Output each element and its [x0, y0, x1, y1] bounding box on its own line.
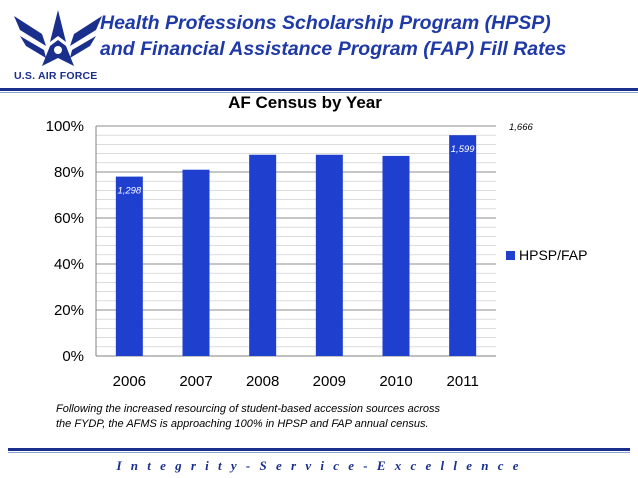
legend-swatch [506, 251, 515, 260]
bar-2008 [249, 155, 276, 356]
caption-line-2: the FYDP, the AFMS is approaching 100% in HPSP and FAP annual census. [56, 418, 429, 430]
x-tick-label: 2006 [112, 373, 147, 388]
slide-title [100, 10, 630, 62]
bar-2011 [449, 135, 476, 356]
title-line-2: and Financial Assistance Program (FAP) Fill Rates [100, 38, 567, 60]
chart-title: AF Census by Year [228, 93, 382, 112]
y-tick-label: 80% [53, 164, 84, 181]
chart-grid [96, 126, 496, 356]
y-tick-label: 40% [53, 256, 84, 273]
y-axis-ticks [46, 118, 84, 365]
x-tick-label: 2009 [312, 373, 347, 388]
footer-rule-thin [8, 452, 630, 453]
y-tick-label: 100% [45, 118, 84, 135]
x-tick-label: 2011 [446, 373, 479, 388]
bar-2006 [116, 177, 143, 356]
y-tick-label: 0% [62, 348, 84, 365]
x-tick-label: 2008 [245, 373, 280, 388]
x-tick-label: 2007 [179, 373, 213, 388]
footer-rule [8, 448, 630, 451]
legend [506, 247, 587, 263]
legend-label: HPSP/FAP [519, 247, 588, 263]
chart-axes [96, 126, 496, 356]
bar-2007 [183, 170, 210, 356]
census-bar-chart [0, 88, 638, 388]
data-label-2006: 1,298 [117, 185, 142, 197]
y-tick-label: 20% [53, 302, 84, 319]
data-labels [117, 144, 475, 196]
bar-2010 [383, 156, 410, 356]
brand-wordmark: U.S. AIR FORCE [14, 70, 98, 82]
x-tick-label: 2010 [379, 373, 413, 388]
annotation-label: 1,666 [509, 122, 533, 133]
caption [56, 402, 536, 432]
title-line-1: Health Professions Scholarship Program (HPSP) [100, 12, 551, 34]
data-label-2011: 1,599 [450, 144, 475, 156]
core-values-motto: I n t e g r i t y - S e r v i c e - E x c e l l e n c e [116, 458, 522, 473]
bar-2009 [316, 155, 343, 356]
x-axis-ticks [113, 373, 479, 388]
caption-line-1: Following the increased resourcing of student-based accession sources across [56, 403, 440, 415]
y-tick-label: 60% [53, 210, 84, 227]
